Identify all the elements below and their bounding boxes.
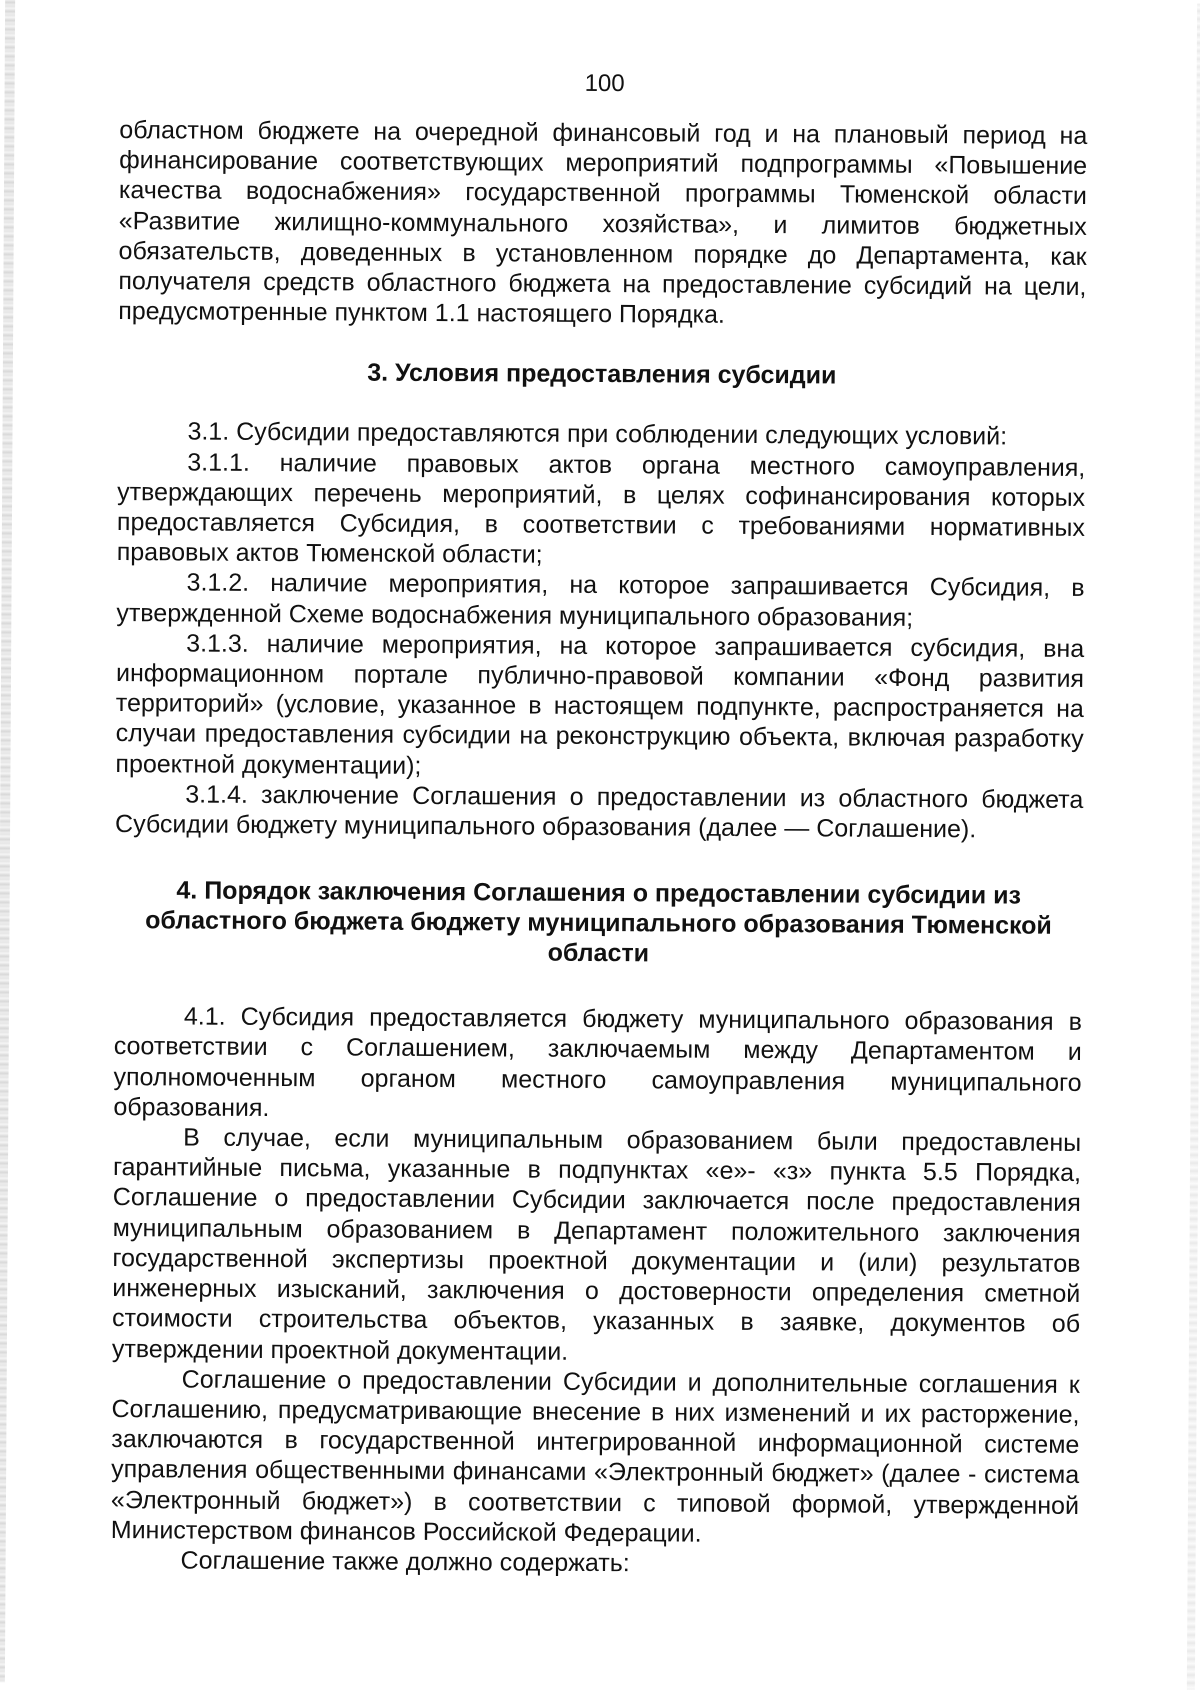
paragraph-continuation: областном бюджете на очередной финансовый год и на плановый период на финансирование соответствующих мероприятий подпрограммы «Повышение качества водоснабжения» государственной программы Тюменской области «Развитие жилищно-коммунального хозяйства», и лимитов бюджетных обязательств, доведенных в установленном порядке до Департамента, как получателя средств областного бюджета на предоставление субсидий на цели, предусмотренные пунктом 1.1 настоящего Порядка. — [118, 116, 1088, 329]
scan-edge-left — [0, 0, 15, 1682]
section-3-heading: 3. Условия предоставления субсидии — [367, 358, 837, 390]
document-body — [111, 115, 1088, 1581]
paragraph-electronic-budget: Соглашение о предоставлении Субсидии и дополнительные соглашения к Соглашению, предусматривающие внесение в них изменений и их расторжение, заключаются в государственной интегрированной информационной системе управления общественными финансами «Электронный бюджет» (далее - система «Электронный бюджет») в соответствии с типовой формой, утвержденной Министерством финансов Российской Федерации. — [110, 1365, 1080, 1548]
clause-3-1-4: 3.1.4. заключение Соглашения о предоставлении из областного бюджета Субсидии бюджету муниципального образования (далее — Соглашение). — [115, 780, 1084, 844]
page-number: 100 — [584, 69, 625, 98]
clause-3-1: 3.1. Субсидии предоставляются при соблюдении следующих условий: — [187, 417, 1008, 451]
section-3-body — [115, 416, 1086, 845]
clause-3-1-1: 3.1.1. наличие правовых актов органа местного самоуправления, утверждающих перечень мероприятий, в целях софинансирования которых предоставляется Субсидия, в соответствии с требованиями нормативных правовых актов Тюменской области; — [116, 448, 1086, 569]
clause-3-1-2: 3.1.2. наличие мероприятия, на которое запрашивается Субсидия, в утвержденной Схеме водоснабжения муниципального образования; — [116, 568, 1085, 632]
section-4-heading: 4. Порядок заключения Соглашения о предоставлении субсидии из областного бюджета бюджету муниципального образования Тюменской области — [145, 876, 1052, 968]
paragraph-agreement-contents: Соглашение также должно содержать: — [180, 1546, 630, 1578]
paragraph-guarantee-letters: В случае, если муниципальным образованием были предоставлены гарантийные письма, указанные в подпунктах «е»- «з» пункта 5.5 Порядка, Соглашение о предоставлении Субсидии заключается после предоставления муниципальным образованием в Департамент положительного заключения государственной экспертизы проектной документации и (или) результатов инженерных изысканий, заключения о достоверности определения сметной стоимости строительства объектов, указанных в заявке, документов об утверждении проектной документации. — [111, 1123, 1082, 1366]
clause-4-1: 4.1. Субсидия предоставляется бюджету муниципального образования в соответствии с Соглашением, заключаемым между Департаментом и уполномоченным органом местного самоуправления муниципального образования. — [113, 1002, 1082, 1122]
section-4-body — [111, 1001, 1082, 1581]
scan-edge-right — [1187, 4, 1200, 1690]
clause-3-1-3: 3.1.3. наличие мероприятия, на которое запрашивается субсидия, вна информационном портале публично-правовой компании «Фонд развития территорий» (условие, указанное в настоящем подпункте, распространяется на случаи предоставления субсидии на реконструкцию объекта, включая разработку проектной документации); — [115, 629, 1085, 780]
